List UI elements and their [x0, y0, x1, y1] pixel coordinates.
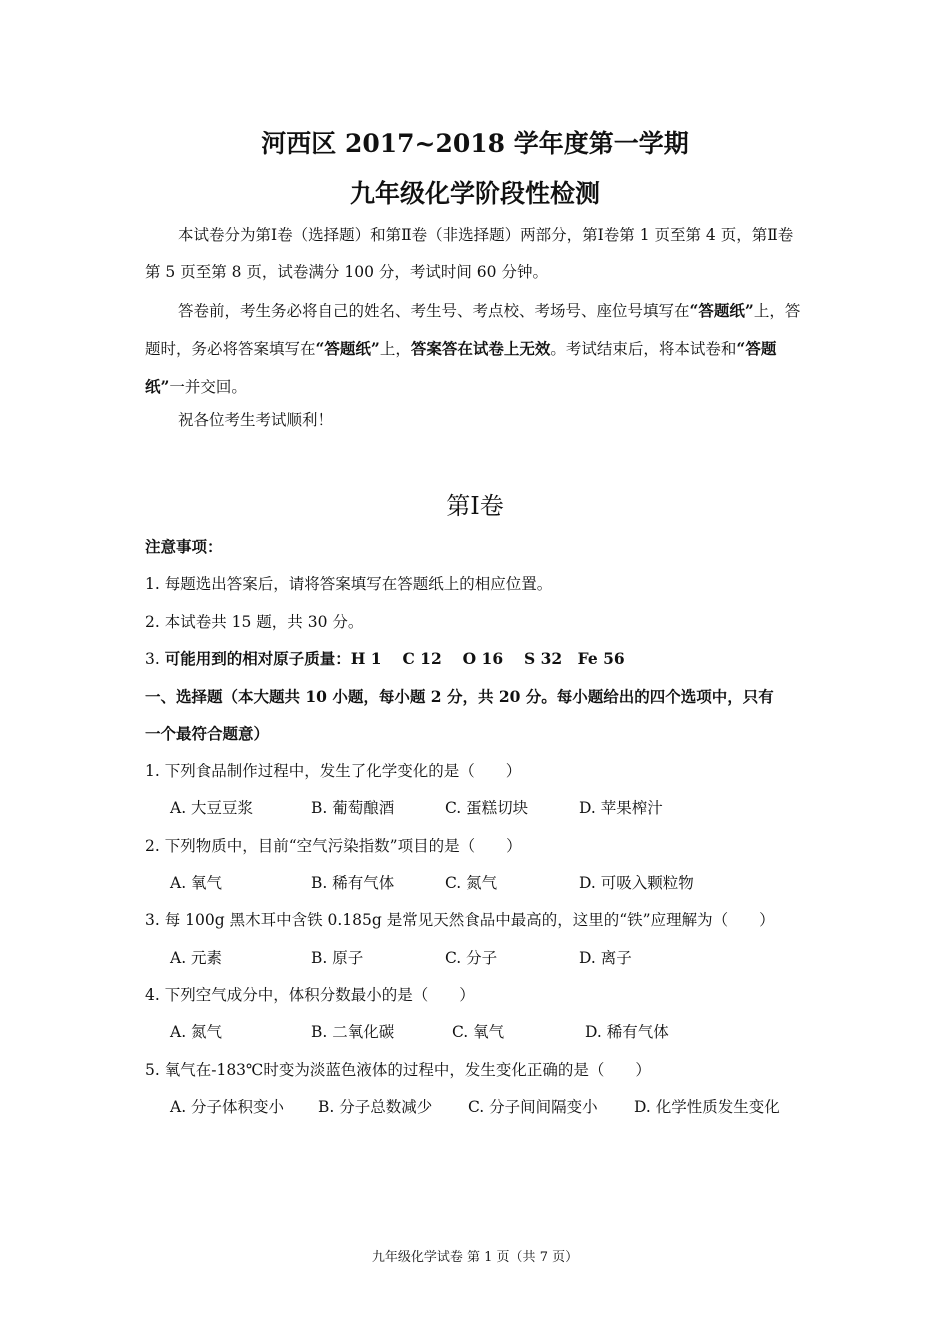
- option-a: A. 氧气: [170, 874, 223, 892]
- option-d: D. 化学性质发生变化: [634, 1098, 780, 1116]
- question-4-stem: 4. 下列空气成分中，体积分数最小的是（ ）: [145, 986, 475, 1004]
- option-c: C. 分子: [445, 949, 498, 967]
- intro-paragraph-2: [145, 292, 807, 406]
- exam-title-line1: 河西区 2017~2018 学年度第一学期: [261, 129, 689, 158]
- answer-sheet-emphasis: “答题纸”: [315, 339, 380, 358]
- question-1-options: [170, 796, 663, 818]
- section-title: 第Ⅰ卷: [446, 492, 504, 520]
- question-5-stem: 5. 氧气在-183℃时变为淡蓝色液体的过程中，发生变化正确的是（ ）: [145, 1061, 651, 1079]
- option-b: B. 二氧化碳: [311, 1023, 395, 1041]
- answer-sheet-emphasis: “答题纸”: [145, 339, 777, 396]
- note-item-1: 1. 每题选出答案后，请将答案填写在答题纸上的相应位置。: [145, 575, 553, 593]
- exam-title-line2: 九年级化学阶段性检测: [349, 179, 600, 208]
- option-c: C. 氧气: [452, 1023, 505, 1041]
- question-1-stem: 1. 下列食品制作过程中，发生了化学变化的是（ ）: [145, 762, 522, 780]
- option-a: A. 分子体积变小: [170, 1098, 285, 1116]
- option-a: A. 氮气: [170, 1023, 223, 1041]
- question-3-options: [170, 946, 632, 968]
- page-footer: 九年级化学试卷 第 1 页（共 7 页）: [371, 1250, 579, 1265]
- note-item-3: [145, 647, 625, 669]
- option-b: B. 分子总数减少: [318, 1098, 433, 1116]
- option-d: D. 离子: [579, 949, 632, 967]
- atomic-mass-list: 可能用到的相对原子质量：H 1 C 12 O 16 S 32 Fe 56: [164, 649, 625, 668]
- option-c: C. 氮气: [445, 874, 498, 892]
- intro-text: 上，答题时，务必将答案填写在: [145, 302, 801, 358]
- option-b: B. 稀有气体: [311, 874, 395, 892]
- question-5-options: [170, 1095, 780, 1117]
- note-number: 3.: [145, 650, 165, 668]
- question-2-stem: 2. 下列物质中，目前“空气污染指数”项目的是（ ）: [145, 837, 522, 855]
- intro-text: 上，: [379, 340, 411, 358]
- notes-heading: 注意事项：: [145, 537, 223, 556]
- option-d: D. 可吸入颗粒物: [579, 874, 694, 892]
- part1-heading-line2: 一个最符合题意）: [145, 724, 270, 743]
- intro-text: 答卷前，考生务必将自己的姓名、考生号、考点校、考场号、座位号填写在: [178, 302, 690, 320]
- question-2-options: [170, 871, 694, 893]
- option-c: C. 蛋糕切块: [445, 799, 529, 817]
- option-b: B. 原子: [311, 949, 364, 967]
- option-d: D. 苹果榨汁: [579, 799, 663, 817]
- intro-paragraph-1: 本试卷分为第Ⅰ卷（选择题）和第Ⅱ卷（非选择题）两部分，第Ⅰ卷第 1 页至第 4 页，第Ⅱ卷第 5 页至第 8 页，试卷满分 100 分，考试时间 60 分钟。: [145, 226, 794, 281]
- option-b: B. 葡萄酿酒: [311, 799, 395, 817]
- answer-sheet-emphasis: “答题纸”: [689, 301, 754, 320]
- option-a: A. 大豆豆浆: [170, 799, 254, 817]
- question-3-stem: 3. 每 100g 黑木耳中含铁 0.185g 是常见天然食品中最高的，这里的“铁”应理解为（ ）: [145, 911, 775, 929]
- intro-text: 一并交回。: [169, 378, 247, 396]
- note-item-2: 2. 本试卷共 15 题，共 30 分。: [145, 613, 364, 631]
- option-d: D. 稀有气体: [585, 1023, 669, 1041]
- good-luck-message: 祝各位考生考试顺利！: [178, 411, 334, 429]
- option-a: A. 元素: [170, 949, 223, 967]
- intro-text: 。考试结束后，将本试卷和: [550, 340, 737, 358]
- invalid-answer-warning: 答案答在试卷上无效: [410, 339, 551, 358]
- option-c: C. 分子间间隔变小: [468, 1098, 598, 1116]
- question-4-options: [170, 1020, 669, 1042]
- part1-heading-line1: 一、选择题（本大题共 10 小题，每小题 2 分，共 20 分。每小题给出的四个选项中，只有: [145, 687, 774, 706]
